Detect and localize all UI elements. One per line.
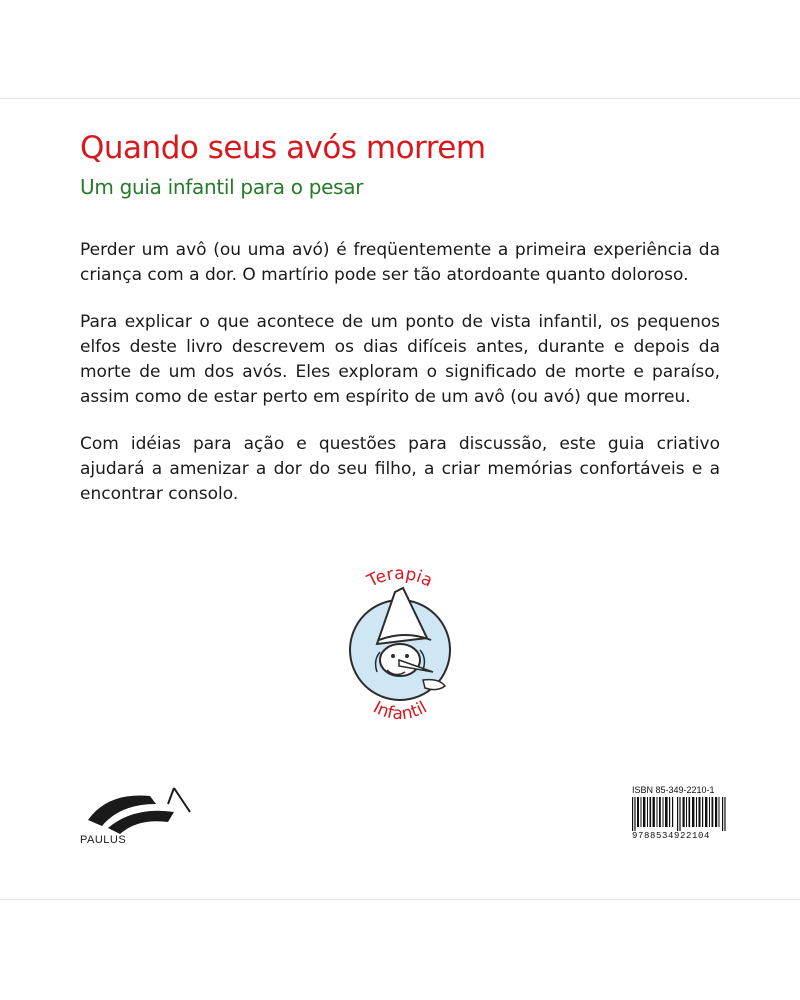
terapia-infantil-logo bbox=[335, 560, 465, 740]
series-top-word: Terapia bbox=[364, 563, 436, 592]
isbn-label: ISBN 85-349-2210-1 bbox=[632, 785, 715, 795]
series-bottom-word: Infantil bbox=[369, 697, 431, 725]
publisher-logo bbox=[78, 782, 198, 852]
publisher-name: PAULUS bbox=[80, 834, 127, 846]
elf-icon bbox=[335, 560, 465, 740]
barcode-icon bbox=[632, 797, 726, 831]
blurb bbox=[80, 238, 720, 529]
barcode-digits: 9788534922104 bbox=[632, 831, 711, 841]
book-title: Quando seus avós morrem bbox=[80, 130, 486, 166]
blurb-paragraph-1: Perder um avô (ou uma avó) é freqüentemente a primeira experiência da criança com a dor. O martírio pode ser tão atordoante quanto doloroso. bbox=[80, 240, 720, 285]
book-subtitle: Um guia infantil para o pesar bbox=[80, 175, 364, 199]
paulus-logo-icon bbox=[78, 782, 198, 842]
blurb-paragraph-3: Com idéias para ação e questões para discussão, este guia criativo ajudará a amenizar a dor do seu filho, a criar memórias confortáveis e a encontrar consolo. bbox=[80, 434, 720, 504]
blurb-paragraph-2: Para explicar o que acontece de um ponto de vista infantil, os pequenos elfos deste livro descrevem os dias difíceis antes, durante e depois da morte de um dos avós. Eles exploram o significado de morte e paraíso, assim como de estar perto em espírito de um avô (ou avó) que morreu. bbox=[80, 312, 720, 407]
isbn-barcode bbox=[632, 785, 732, 845]
